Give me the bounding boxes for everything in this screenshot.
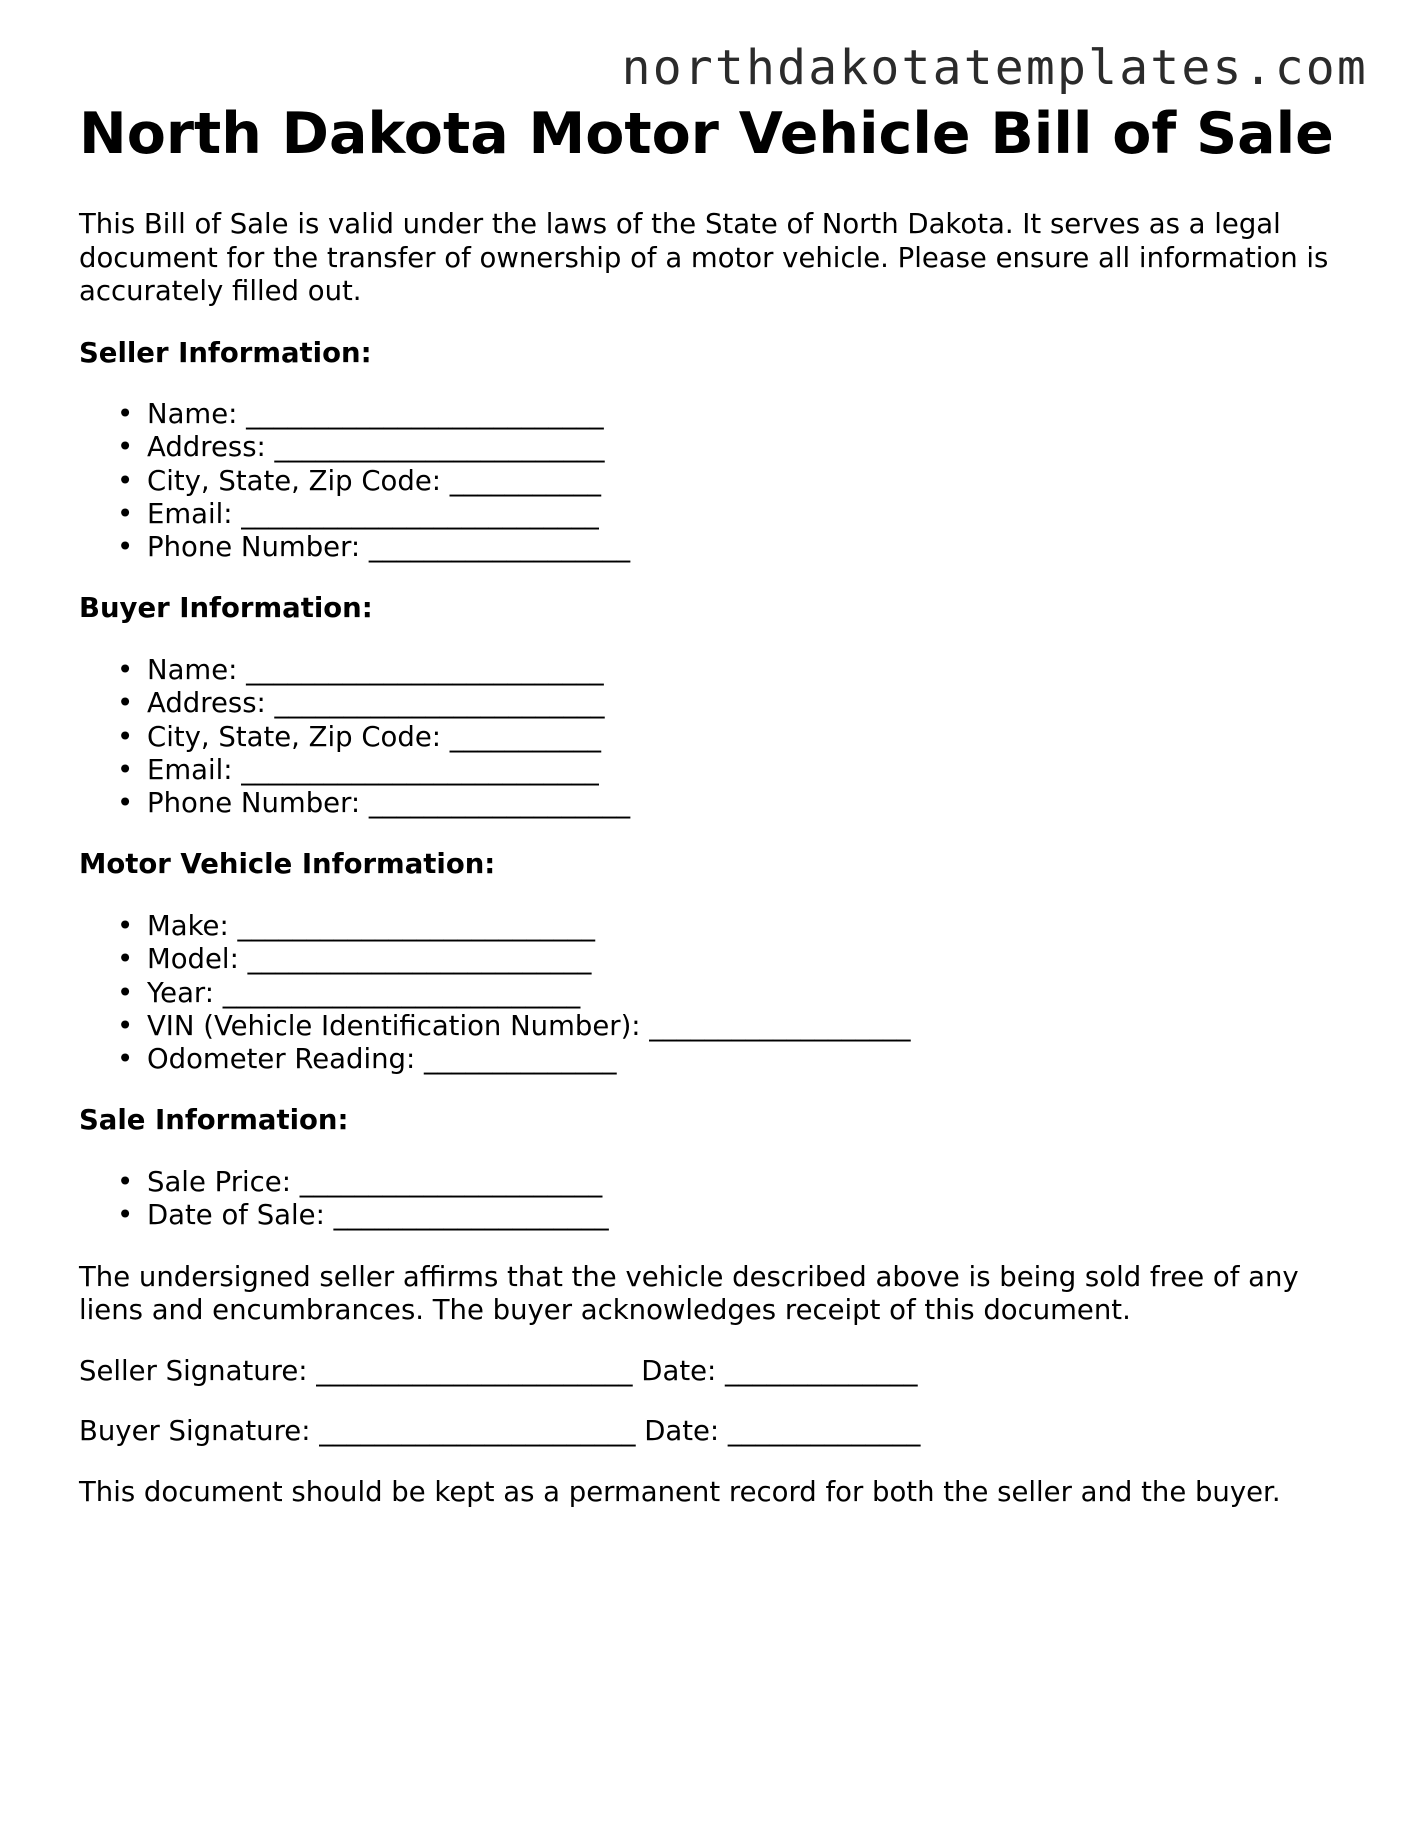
seller-section-heading: Seller Information: [79, 336, 372, 369]
field-label: Odometer Reading: ______________ [147, 1043, 617, 1076]
buyer-signature-line[interactable]: Buyer Signature: _______________________ Date: ______________ [79, 1415, 921, 1448]
buyer-email-field[interactable] [117, 753, 1369, 787]
field-label: Name: __________________________ [147, 653, 604, 686]
seller-name-field[interactable] [117, 398, 1369, 431]
seller-phone-field[interactable] [117, 531, 1369, 564]
bullet-icon: • [117, 909, 134, 942]
field-label: Phone Number: ___________________ [147, 531, 631, 564]
field-label: Address: ________________________ [147, 431, 605, 464]
field-label: Email: __________________________ [147, 497, 599, 530]
bullet-icon: • [117, 687, 134, 720]
buyer-name-field[interactable] [117, 653, 1369, 687]
seller-signature-line[interactable]: Seller Signature: _______________________ Date: ______________ [79, 1354, 918, 1387]
buyer-city-state-zip-field[interactable] [117, 720, 1369, 754]
bullet-icon: • [117, 431, 134, 464]
sale-date-field[interactable] [117, 1199, 1369, 1232]
buyer-address-field[interactable] [117, 687, 1369, 720]
field-label: Name: __________________________ [147, 398, 604, 430]
vehicle-year-field[interactable] [117, 976, 1369, 1010]
bullet-icon: • [117, 787, 134, 820]
field-label: City, State, Zip Code: ___________ [147, 720, 601, 753]
field-label: City, State, Zip Code: ___________ [147, 464, 601, 497]
bullet-icon: • [117, 720, 134, 753]
field-label: Make: __________________________ [147, 909, 595, 942]
sale-field-list [79, 1166, 1369, 1233]
buyer-phone-field[interactable] [117, 787, 1369, 820]
seller-field-list [79, 398, 1369, 564]
field-label: Sale Price: ______________________ [147, 1165, 603, 1198]
bullet-icon: • [117, 1165, 134, 1198]
vehicle-vin-field[interactable] [117, 1009, 1369, 1043]
seller-city-state-zip-field[interactable] [117, 464, 1369, 498]
vehicle-field-list [79, 910, 1369, 1076]
field-label: Address: ________________________ [147, 687, 605, 720]
bullet-icon: • [117, 398, 134, 430]
bullet-icon: • [117, 1009, 134, 1042]
site-watermark: northdakotatemplates.com [621, 40, 1368, 96]
intro-paragraph: This Bill of Sale is valid under the laws of the State of North Dakota. It serves as a legal document for the transfer of ownership of a motor vehicle. Please ensure all information is accurately filled out. [79, 208, 1329, 307]
bullet-icon: • [117, 976, 134, 1009]
field-label: VIN (Vehicle Identification Number): ___________________ [147, 1009, 911, 1042]
field-label: Date of Sale: ____________________ [147, 1199, 609, 1232]
bullet-icon: • [117, 1043, 134, 1076]
buyer-field-list [79, 654, 1369, 820]
bullet-icon: • [117, 753, 134, 786]
footer-note: This document should be kept as a permanent record for both the seller and the buyer. [79, 1475, 1281, 1508]
vehicle-model-field[interactable] [117, 943, 1369, 976]
field-label: Year: __________________________ [147, 976, 581, 1009]
buyer-section-heading: Buyer Information: [79, 592, 373, 625]
field-label: Model: _________________________ [147, 943, 592, 976]
seller-email-field[interactable] [117, 497, 1369, 531]
bullet-icon: • [117, 464, 134, 497]
bullet-icon: • [117, 653, 134, 686]
bullet-icon: • [117, 1199, 134, 1232]
bullet-icon: • [117, 497, 134, 530]
affirmation-paragraph: The undersigned seller affirms that the vehicle described above is being sold free of any liens and encumbrances. The buyer acknowledges receipt of this document. [79, 1260, 1299, 1327]
bullet-icon: • [117, 943, 134, 976]
seller-address-field[interactable] [117, 431, 1369, 464]
bullet-icon: • [117, 531, 134, 564]
vehicle-make-field[interactable] [117, 909, 1369, 943]
sale-price-field[interactable] [117, 1165, 1369, 1199]
field-label: Email: __________________________ [147, 753, 599, 786]
field-label: Phone Number: ___________________ [147, 787, 631, 820]
document-page [79, 100, 1369, 1509]
vehicle-odometer-field[interactable] [117, 1043, 1369, 1076]
vehicle-section-heading: Motor Vehicle Information: [79, 848, 496, 881]
sale-section-heading: Sale Information: [79, 1104, 349, 1137]
document-title: North Dakota Motor Vehicle Bill of Sale [79, 101, 1334, 167]
